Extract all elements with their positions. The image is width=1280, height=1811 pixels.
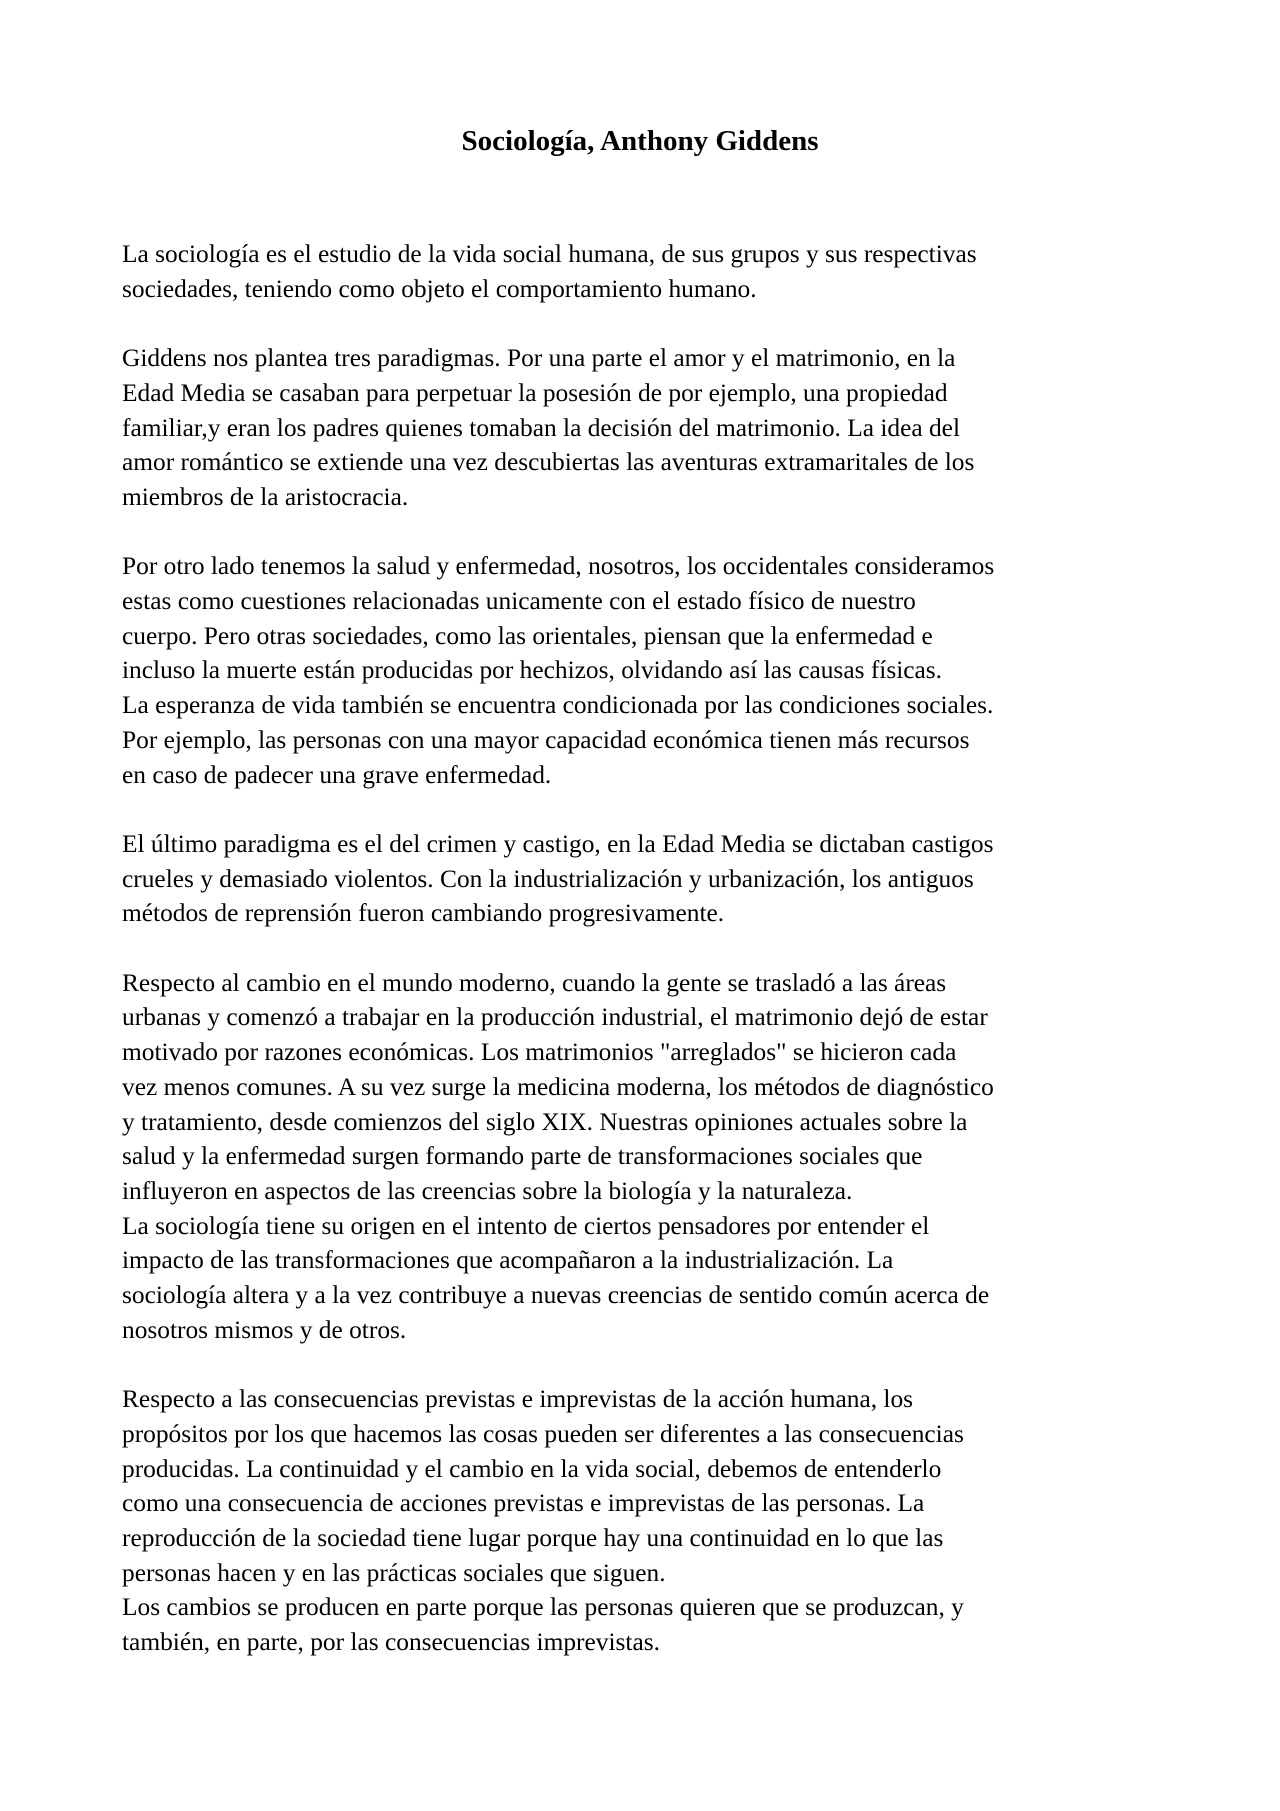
text-line: personas hacen y en las prácticas sociales que siguen. [122, 1558, 666, 1587]
text-line: La esperanza de vida también se encuentra condicionada por las condiciones sociales. [122, 691, 994, 720]
text-line: Respecto a las consecuencias previstas e imprevistas de la acción humana, los [122, 1385, 914, 1414]
text-line: en caso de padecer una grave enfermedad. [122, 760, 552, 789]
text-line: El último paradigma es el del crimen y castigo, en la Edad Media se dictaban castigos [122, 829, 994, 858]
text-line: estas como cuestiones relacionadas unicamente con el estado físico de nuestro [122, 587, 916, 615]
text-line: Por otro lado tenemos la salud y enfermedad, nosotros, los occidentales consideramos [122, 552, 995, 581]
text-line: producidas. La continuidad y el cambio en la vida social, debemos de entenderlo [122, 1454, 942, 1483]
text-line: amor romántico se extiende una vez descubiertas las aventuras extramaritales de los [122, 448, 975, 477]
document-title: Sociología, Anthony Giddens [461, 125, 819, 157]
text-line: sociedades, teniendo como objeto el comportamiento humano. [122, 274, 757, 303]
text-line: Por ejemplo, las personas con una mayor capacidad económica tienen más recursos [122, 725, 970, 754]
document-body [122, 237, 1182, 1660]
text-line: también, en parte, por las consecuencias imprevistas. [122, 1628, 660, 1657]
text-line: La sociología es el estudio de la vida social humana, de sus grupos y sus respectivas [122, 240, 977, 268]
text-line: y tratamiento, desde comienzos del siglo XIX. Nuestras opiniones actuales sobre la [122, 1107, 968, 1136]
text-line: impacto de las transformaciones que acompañaron a la industrialización. La [122, 1246, 894, 1275]
text-line: miembros de la aristocracia. [122, 482, 409, 511]
text-line: Respecto al cambio en el mundo moderno, cuando la gente se trasladó a las áreas [122, 968, 947, 997]
text-line: como una consecuencia de acciones previstas e imprevistas de las personas. La [122, 1489, 925, 1518]
text-line: Los cambios se producen en parte porque las personas quieren que se produzcan, y [122, 1593, 964, 1622]
text-line: reproducción de la sociedad tiene lugar porque hay una continuidad en lo que las [122, 1523, 944, 1552]
text-line: vez menos comunes. A su vez surge la medicina moderna, los métodos de diagnóstico [122, 1072, 994, 1101]
paragraph [122, 1382, 1182, 1660]
text-line: motivado por razones económicas. Los matrimonios "arreglados" se hicieron cada [122, 1038, 957, 1067]
text-line: nosotros mismos y de otros. [122, 1315, 407, 1344]
text-line: familiar,y eran los padres quienes tomaban la decisión del matrimonio. La idea del [122, 413, 961, 442]
text-line: La sociología tiene su origen en el intento de ciertos pensadores por entender el [122, 1211, 930, 1240]
text-line: urbanas y comenzó a trabajar en la producción industrial, el matrimonio dejó de estar [122, 1003, 988, 1032]
paragraph [122, 966, 1182, 1348]
text-line: cuerpo. Pero otras sociedades, como las orientales, piensan que la enfermedad e [122, 621, 933, 650]
text-line: métodos de reprensión fueron cambiando progresivamente. [122, 899, 725, 928]
text-line: influyeron en aspectos de las creencias sobre la biología y la naturaleza. [122, 1176, 853, 1205]
paragraph [122, 827, 1182, 931]
paragraph [122, 549, 1182, 792]
text-line: propósitos por los que hacemos las cosas pueden ser diferentes a las consecuencias [122, 1419, 964, 1448]
text-line: sociología altera y a la vez contribuye a nuevas creencias de sentido común acerca de [122, 1281, 990, 1310]
text-line: Edad Media se casaban para perpetuar la posesión de por ejemplo, una propiedad [122, 378, 948, 407]
text-line: incluso la muerte están producidas por hechizos, olvidando así las causas físicas. [122, 656, 943, 685]
paragraph [122, 341, 1182, 515]
text-line: crueles y demasiado violentos. Con la industrialización y urbanización, los antiguos [122, 864, 974, 893]
text-line: salud y la enfermedad surgen formando parte de transformaciones sociales que [122, 1142, 923, 1171]
text-line: Giddens nos plantea tres paradigmas. Por una parte el amor y el matrimonio, en la [122, 344, 956, 373]
paragraph [122, 237, 1182, 306]
